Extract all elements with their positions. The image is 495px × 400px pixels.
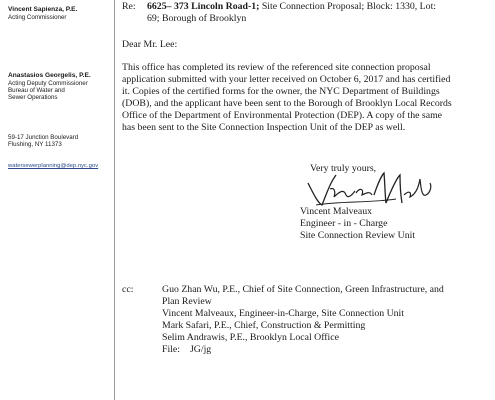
address-line-1: 59-17 Junction Boulevard [8,134,79,141]
body-line-3: it. Copies of the certified forms for the owner, the NYC Department of Buildings [122,86,440,97]
commissioner-name: Vincent Sapienza, P.E. [8,6,78,13]
cc-line-5: Selim Andrawis, P.E., Brooklyn Local Office [162,332,339,343]
body-line-2: application submitted with your letter received on October 6, 2017 and has certified [122,74,451,85]
body-line-5: Office of the Department of Environmental Protection (DEP). A copy of the same [122,110,443,121]
deputy-name: Anastasios Georgelis, P.E. [8,72,91,79]
sidebar-divider [114,0,115,400]
signer-unit: Site Connection Review Unit [300,230,416,241]
cc-line-4: Mark Safari, P.E., Chief, Construction & Permitting [162,320,366,331]
re-subject-line-1 [147,1,436,13]
file-reference [162,344,211,356]
commissioner-title: Acting Commissioner [8,14,67,21]
deputy-title-line-3: Sewer Operations [8,94,58,101]
re-subject-bold: 6625– 373 Lincoln Road-1; [147,1,260,12]
signer-name: Vincent Malveaux [300,206,373,217]
body-line-6: has been sent to the Site Connection Inspection Unit of the DEP as well. [122,122,406,133]
re-subject-rest: Site Connection Proposal; Block: 1330, Lot: [259,1,437,12]
body-line-1: This office has completed its review of the referenced site connection proposal [122,62,431,73]
signer-title: Engineer - in - Charge [300,218,388,229]
cc-line-3: Vincent Malveaux, Engineer-in-Charge, Site Connection Unit [162,308,404,319]
cc-line-1: Guo Zhan Wu, P.E., Chief of Site Connection, Green Infrastructure, and [162,284,444,295]
closing: Very truly yours, [310,163,377,174]
email-link[interactable]: watersewerplanning@dep.nyc.gov [8,163,99,169]
salutation: Dear Mr. Lee: [122,39,178,50]
cc-label: cc: [122,284,134,295]
re-subject-line-2: 69; Borough of Brooklyn [147,13,247,24]
deputy-title-line-2: Bureau of Water and [8,87,65,94]
deputy-title-line-1: Acting Deputy Commissioner [8,80,88,87]
body-line-4: (DOB), and the applicant have been sent to the Borough of Brooklyn Local Records [122,98,452,109]
file-label: File: [162,344,180,355]
address-line-2: Flushing, NY 11373 [8,141,62,148]
re-label: Re: [122,1,136,12]
cc-line-2: Plan Review [162,296,212,307]
file-value: JG/jg [189,344,212,355]
